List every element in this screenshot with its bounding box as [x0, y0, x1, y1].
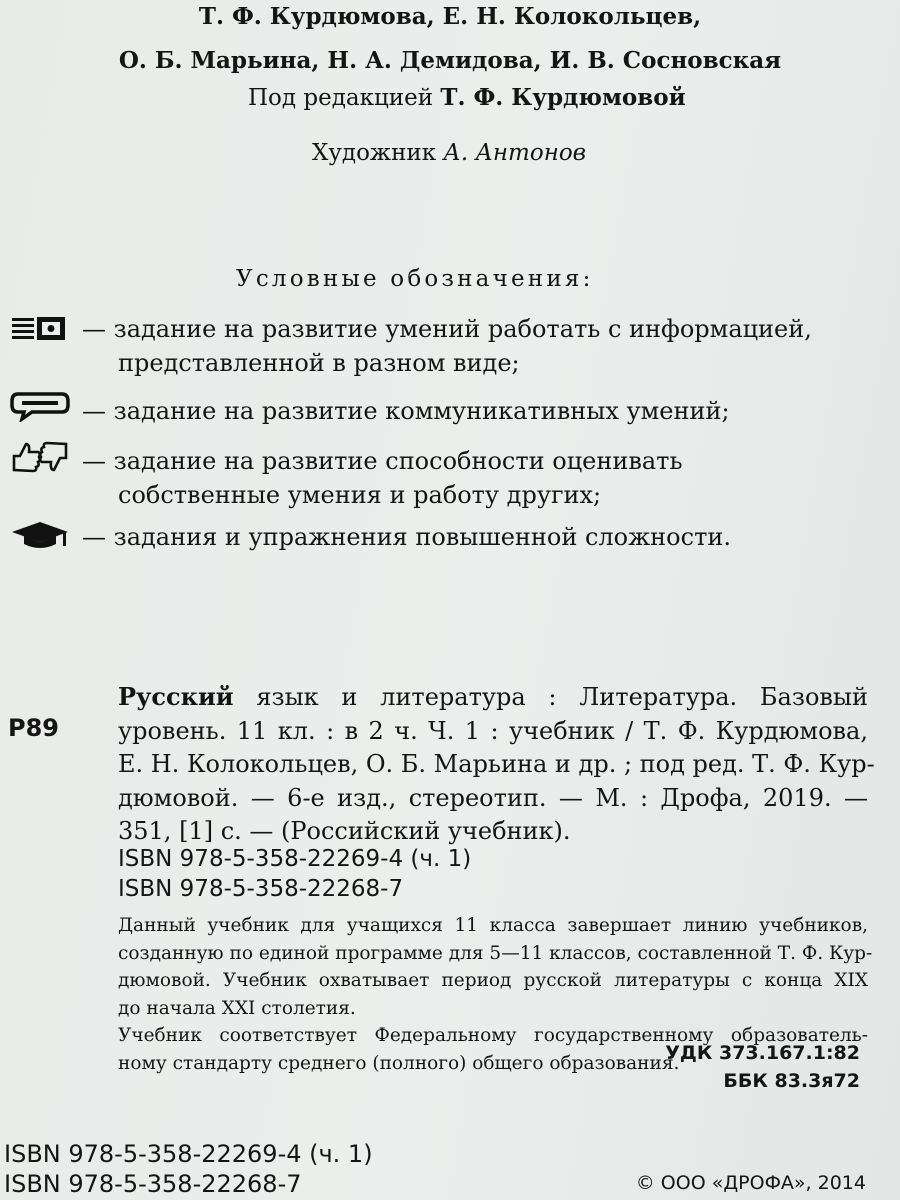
legend-item-advanced: [82, 520, 731, 554]
graduation-cap-icon: [10, 518, 70, 552]
footer-isbn-part-1: ISBN 978-5-358-22269-4 (ч. 1): [4, 1140, 373, 1168]
authors-line-1: Т. Ф. Курдюмова, Е. Н. Колокольцев,: [198, 3, 702, 30]
isbn-set: ISBN 978-5-358-22268-7: [118, 876, 404, 902]
abstract-line: Данный учебник для учащихся 11 класса завершает линию учебников,: [118, 915, 868, 936]
biblio-title-bold: Русский: [118, 682, 234, 711]
legend-item-information: [82, 312, 812, 380]
information-icon: [10, 312, 70, 346]
speech-bubble-icon: [10, 388, 70, 422]
artist-prefix: Художник: [312, 140, 444, 166]
biblio-line-1: [118, 680, 868, 715]
abstract-line: до начала XXI столетия.: [118, 997, 356, 1019]
abstract-line: дюмовой. Учебник охватывает период русской литературы с конца XIX: [118, 970, 868, 991]
legend-item-assessment: [82, 444, 683, 512]
artist-name: А. Антонов: [443, 140, 587, 166]
legend-item-line1: — задание на развитие коммуникативных умений;: [82, 397, 730, 425]
bibliographic-record: [118, 680, 875, 849]
editor-credit: [248, 84, 686, 111]
isbn-part-1: ISBN 978-5-358-22269-4 (ч. 1): [118, 846, 472, 872]
legend-item-communication: [82, 394, 730, 428]
biblio-line-2: уровень. 11 кл. : в 2 ч. Ч. 1 : учебник / Т. Ф. Курдюмова,: [118, 716, 868, 745]
editor-prefix: Под редакцией: [248, 85, 441, 111]
udc-index: УДК 373.167.1:82: [665, 1042, 860, 1064]
footer-isbn-set: ISBN 978-5-358-22268-7: [4, 1170, 302, 1198]
catalog-code: Р89: [8, 714, 59, 742]
abstract-line: ному стандарту среднего (полного) общего образования.: [118, 1052, 680, 1074]
biblio-line-1-rest: язык и литература : Литература. Базовый: [233, 683, 868, 711]
legend-item-line2: представленной в разном виде;: [118, 349, 520, 377]
abstract-line: созданную по единой программе для 5—11 классов, составленной Т. Ф. Кур-: [118, 942, 873, 964]
legend-item-line1: — задание на развитие способности оценивать: [82, 447, 683, 475]
biblio-line-5: 351, [1] с. — (Российский учебник).: [118, 817, 571, 845]
abstract-line: Учебник соответствует Федеральному государственному образователь-: [118, 1025, 868, 1046]
bbk-index: ББК 83.3я72: [723, 1070, 860, 1092]
thumbs-icon: [10, 440, 70, 474]
legend-item-line2: собственные умения и работу других;: [118, 481, 602, 509]
artist-credit: [312, 140, 586, 166]
authors-line-2: О. Б. Марьина, Н. А. Демидова, И. В. Сосновская: [118, 47, 782, 74]
editor-name: Т. Ф. Курдюмовой: [440, 84, 686, 111]
legend-item-line1: — задание на развитие умений работать с информацией,: [82, 315, 812, 343]
legend-item-line1: — задания и упражнения повышенной сложности.: [82, 523, 731, 551]
copyright: © ООО «ДРОФА», 2014: [635, 1172, 866, 1194]
legend-title: Условные обозначения:: [236, 266, 594, 292]
biblio-line-4: дюмовой. — 6-е изд., стереотип. — М. : Дрофа, 2019. —: [118, 783, 868, 812]
biblio-line-3: Е. Н. Колокольцев, О. Б. Марьина и др. ; под ред. Т. Ф. Кур-: [118, 750, 875, 778]
